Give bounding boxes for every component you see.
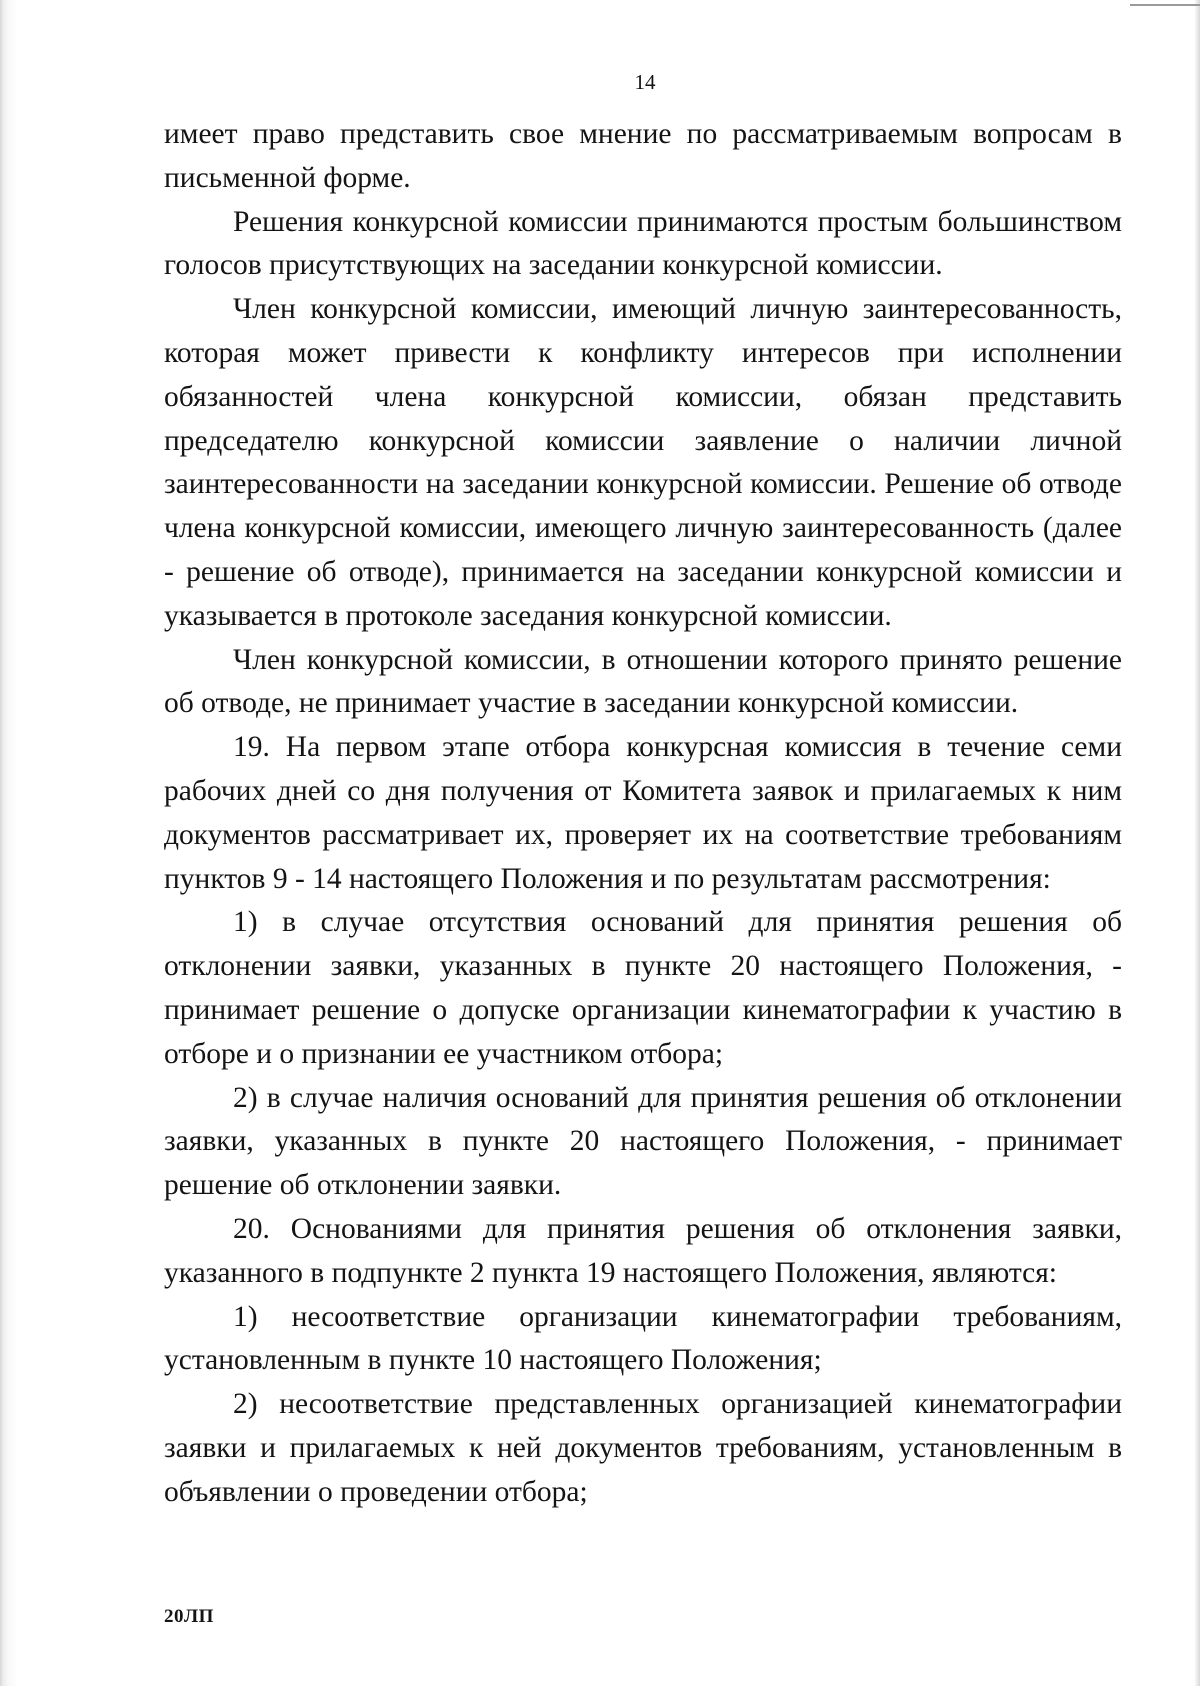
page-number: 14: [634, 70, 656, 94]
paragraph-item-19-sub-1: 1) в случае отсутствия оснований для принятия решения об отклонении заявки, указанных в пункте 20 настоящего Положения, - принимает решение о допуске организации кинематографии к участию в отборе и о признании ее участником отбора;: [164, 906, 1122, 1070]
paragraph-item-20-sub-2: 2) несоответствие представленных организацией кинематографии заявки и прилагаемых к ней документов требованиям, установленным в объявлении о проведении отбора;: [164, 1388, 1122, 1508]
paragraph-recusal: Член конкурсной комиссии, в отношении которого принято решение об отводе, не принимает участие в заседании конкурсной комиссии.: [164, 643, 1122, 720]
scan-edge-right: [1194, 0, 1200, 1686]
paragraph-conflict-of-interest: Член конкурсной комиссии, имеющий личную заинтересованность, которая может привести к конфликту интересов при исполнении обязанностей члена конкурсной комиссии, обязан представить председателю конкурсной комиссии заявление о наличии личной заинтересованности на заседании конкурсной комиссии. Решение об отводе члена конкурсной комиссии, имеющего личную заинтересованность (далее - решение об отводе), принимается на заседании конкурсной комиссии и указывается в протоколе заседания конкурсной комиссии.: [164, 293, 1122, 632]
paragraph-item-19: 19. На первом этапе отбора конкурсная комиссия в течение семи рабочих дней со дня получения от Комитета заявок и прилагаемых к ним документов рассматривает их, проверяет их на соответствие требованиям пунктов 9 - 14 настоящего Положения и по результатам рассмотрения:: [164, 731, 1122, 895]
footer-document-code: 20ЛП: [164, 1606, 214, 1627]
document-body: [164, 113, 1122, 1515]
paragraph-item-19-sub-2: 2) в случае наличия оснований для принятия решения об отклонении заявки, указанных в пункте 20 настоящего Положения, - принимает решение об отклонении заявки.: [164, 1081, 1122, 1202]
paragraph-opinion-continuation: имеет право представить свое мнение по рассматриваемым вопросам в письменной форме.: [164, 118, 1122, 194]
paragraph-item-20: 20. Основаниями для принятия решения об отклонения заявки, указанного в подпункте 2 пункта 19 настоящего Положения, являются:: [164, 1212, 1122, 1289]
paragraph-item-20-sub-1: 1) несоответствие организации кинематографии требованиям, установленным в пункте 10 настоящего Положения;: [164, 1300, 1122, 1377]
paragraph-decisions-majority: Решения конкурсной комиссии принимаются простым большинством голосов присутствующих на заседании конкурсной комиссии.: [164, 205, 1122, 282]
scan-corner-mark: [1130, 4, 1200, 6]
scan-edge-left: [0, 0, 18, 1686]
